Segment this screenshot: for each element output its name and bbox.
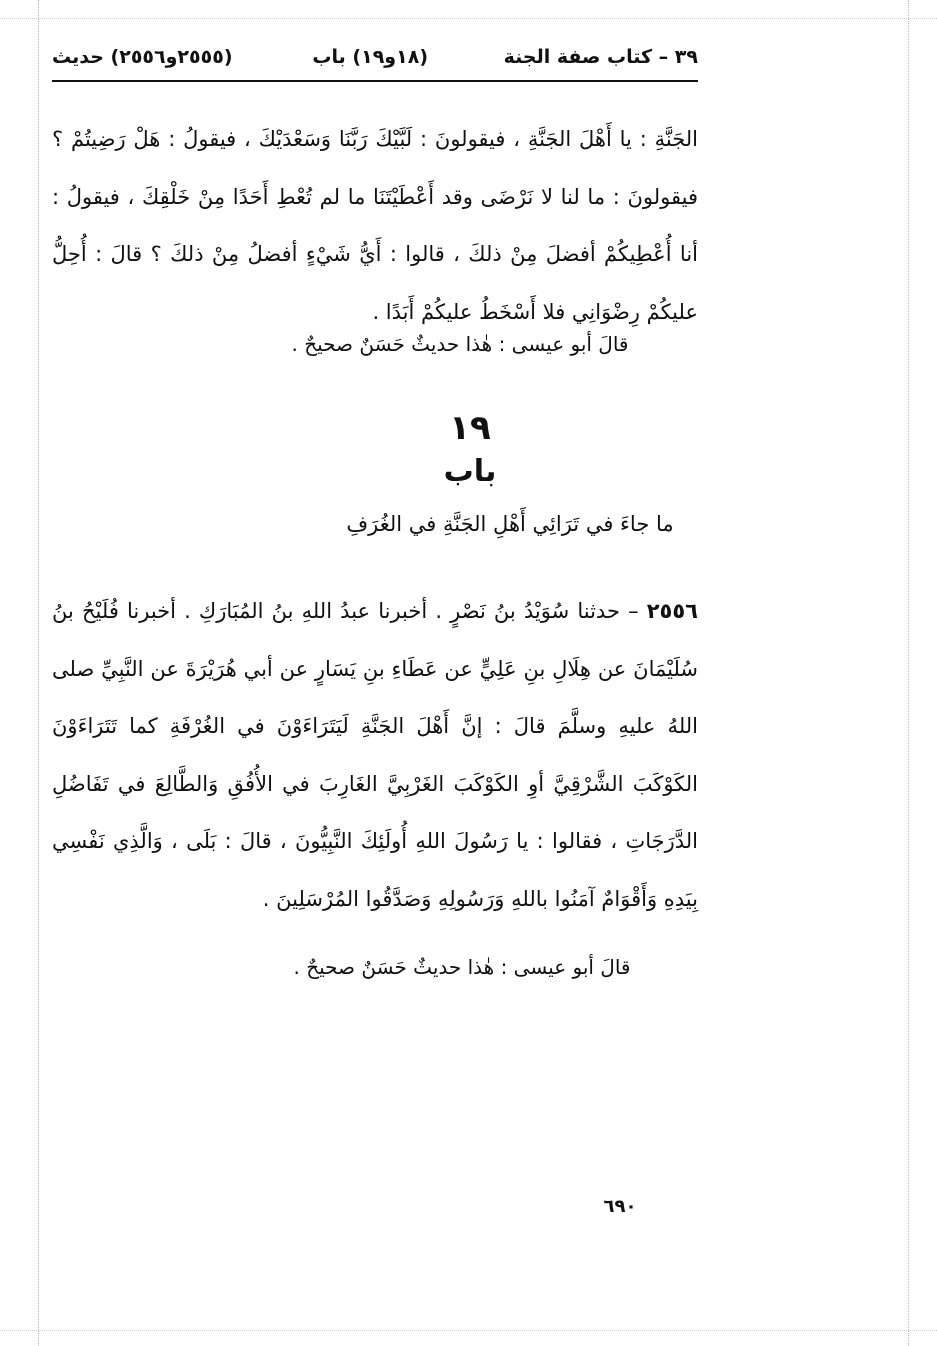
grading-note-2: قالَ أبو عيسى : هٰذا حديثٌ حَسَنٌ صحيحٌ .	[293, 955, 631, 979]
header-hadith-range: (٢٥٥٥و٢٥٥٦) حديث	[52, 46, 233, 68]
paragraph-continuation: الجَنَّةِ : يا أَهْلَ الجَنَّةِ ، فيقولونَ : لَبَّيْكَ رَبَّنَا وَسَعْدَيْكَ ، فيقولُ : هَلْ رَضِيتُمْ ؟ فيقولونَ : ما لنا لا نَرْضَى وقد أَعْطَيْتَنَا ما لم تُعْطِ أَحَدًا مِنْ خَلْقِكَ ، فيقولُ : أنا أُعْطِيكُمْ أفضلَ مِنْ ذلكَ ، قالوا : أَيُّ شَيْءٍ أفضلُ مِنْ ذلكَ ؟ قالَ : أُحِلُّ عليكُمْ رِضْوَانِي فلا أَسْخَطُ عليكُمْ أَبَدًا .	[52, 127, 698, 324]
hadith-paragraph	[52, 583, 698, 928]
header-section: (١٨و١٩) باب	[312, 46, 428, 68]
scan-border-right	[908, 0, 909, 1346]
chapter-number: ١٩	[449, 408, 491, 448]
page-number: ٦٩٠	[603, 1196, 637, 1217]
grading-note-1: قالَ أبو عيسى : هٰذا حديثٌ حَسَنٌ صحيحٌ .	[291, 332, 629, 356]
scan-border-bottom	[0, 1330, 937, 1331]
chapter-title: ما جاءَ في تَرَائِي أَهْلِ الجَنَّةِ في الغُرَفِ	[346, 512, 674, 536]
running-header	[52, 40, 698, 80]
header-chapter: ٣٩ – كتاب صفة الجنة	[503, 46, 698, 68]
scan-border-left	[38, 0, 39, 1346]
hadith-text: – حدثنا سُوَيْدُ بنُ نَصْرٍ . أخبرنا عبدُ اللهِ بنُ المُبَارَكِ . أخبرنا فُلَيْحُ بنُ سُلَيْمَانَ عن هِلَالِ بنِ عَلِيٍّ عن عَطَاءِ بنِ يَسَارٍ عن أبي هُرَيْرَةَ عن النَّبِيِّ صلى اللهُ عليهِ وسلَّمَ قالَ : إنَّ أَهْلَ الجَنَّةِ لَيَتَرَاءَوْنَ في الغُرْفَةِ كما تَتَرَاءَوْنَ الكَوْكَبَ الشَّرْقِيَّ أوِ الكَوْكَبَ الغَرْبِيَّ الغَارِبَ في الأُفُقِ وَالطَّالِعَ في تَفَاضُلِ الدَّرَجَاتِ ، فقالوا : يا رَسُولَ اللهِ أُولَئِكَ النَّبِيُّونَ ، قالَ : بَلَى ، وَالَّذِي نَفْسِي بِيَدِهِ وَأَقْوَامٌ آمَنُوا باللهِ وَرَسُولِهِ وَصَدَّقُوا المُرْسَلِينَ .	[52, 599, 698, 911]
chapter-bab-label: باب	[443, 454, 497, 489]
scan-border-top	[0, 18, 937, 19]
hadith-number: ٢٥٥٦	[646, 599, 698, 623]
header-rule	[52, 80, 698, 82]
